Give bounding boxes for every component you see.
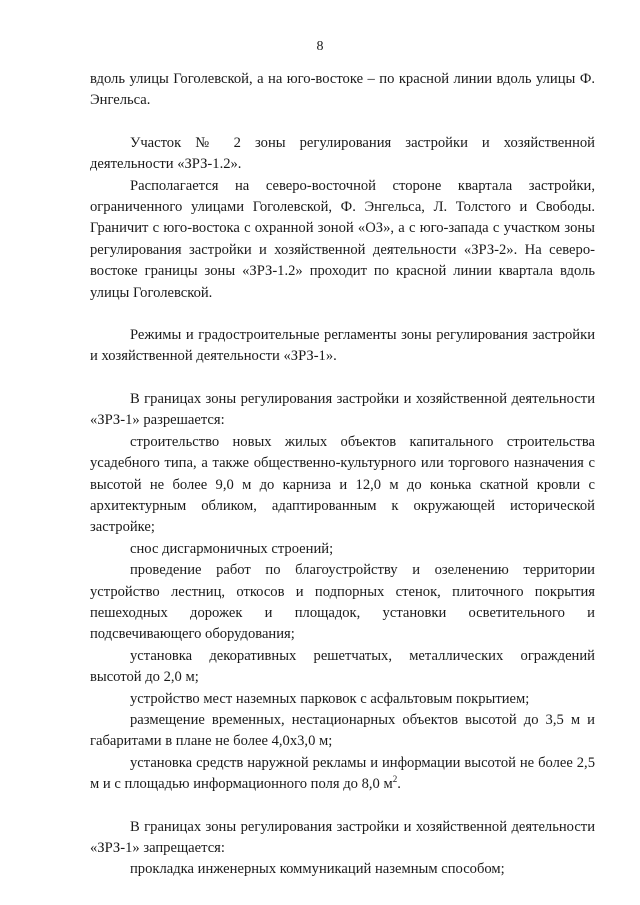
superscript-squared: 2 (392, 774, 398, 785)
trailing-period: . (397, 776, 401, 793)
list-item-permitted-landscaping: проведение работ по благоустройству и озеленению территории устройство лестниц, откосов и подпорных стенок, плиточного покрытия пешеходных дорожек и площадок, установки осветительного и подсвечивающего оборудования; (90, 562, 595, 643)
list-item-permitted-parking: устройство мест наземных парковок с асфальтовым покрытием; (130, 690, 530, 707)
paragraph-prohibited-heading: В границах зоны регулирования застройки и хозяйственной деятельности «ЗРЗ-1» запрещается: (90, 818, 595, 856)
list-item-prohibited-utilities: прокладка инженерных коммуникаций наземным способом; (130, 861, 505, 878)
list-item-permitted-advertising (90, 753, 595, 796)
list-item-permitted-temporary-objects: размещение временных, нестационарных объектов высотой до 3,5 м и габаритами в плане не более 4,0х3,0 м; (90, 711, 595, 750)
page-number: 8 (316, 39, 324, 54)
paragraph-street-boundary: вдоль улицы Гоголевской, а на юго-востоке – по красной линии вдоль улицы Ф. Энгельса. (90, 71, 595, 109)
paragraph-regimes-heading: Режимы и градостроительные регламенты зоны регулирования застройки и хозяйственной деятельности «ЗРЗ-1». (90, 327, 595, 365)
paragraph-section-heading-zrz-1-2: Участок № 2 зоны регулирования застройки и хозяйственной деятельности «ЗРЗ-1.2». (90, 134, 595, 173)
paragraph-permitted-heading: В границах зоны регулирования застройки и хозяйственной деятельности «ЗРЗ-1» разрешается: (90, 390, 595, 429)
paragraph-zrz-1-2-location: Располагается на северо-восточной стороне квартала застройки, ограниченного улицами Гоголевской, Ф. Энгельса, Л. Толстого и Свободы. Граничит с юго-востока с охранной зоной «ОЗ», а с юго-запада с участком зоны регулирования застройки и хозяйственной деятельности «ЗРЗ-2». На северо-востоке границы зоны «ЗРЗ-1.2» проходит по красной линии квартала вдоль улицы Гоголевской. (90, 177, 595, 301)
list-item-permitted-construction: строительство новых жилых объектов капитального строительства усадебного типа, а также общественно-культурного или торгового назначения с высотой не более 9,0 м до карниза и 12,0 м до конька скатной кровли с архитектурным обликом, адаптированным к окружающей исторической застройке; (90, 433, 595, 536)
list-item-permitted-fences: установка декоративных решетчатых, металлических ограждений высотой до 2,0 м; (90, 647, 595, 686)
document-body (90, 69, 595, 881)
advertising-text: установка средств наружной рекламы и информации высотой не более 2,5 м и с площадью информационного поля до 8,0 м (90, 754, 595, 793)
list-item-permitted-demolition: снос дисгармоничных строений; (130, 540, 334, 557)
